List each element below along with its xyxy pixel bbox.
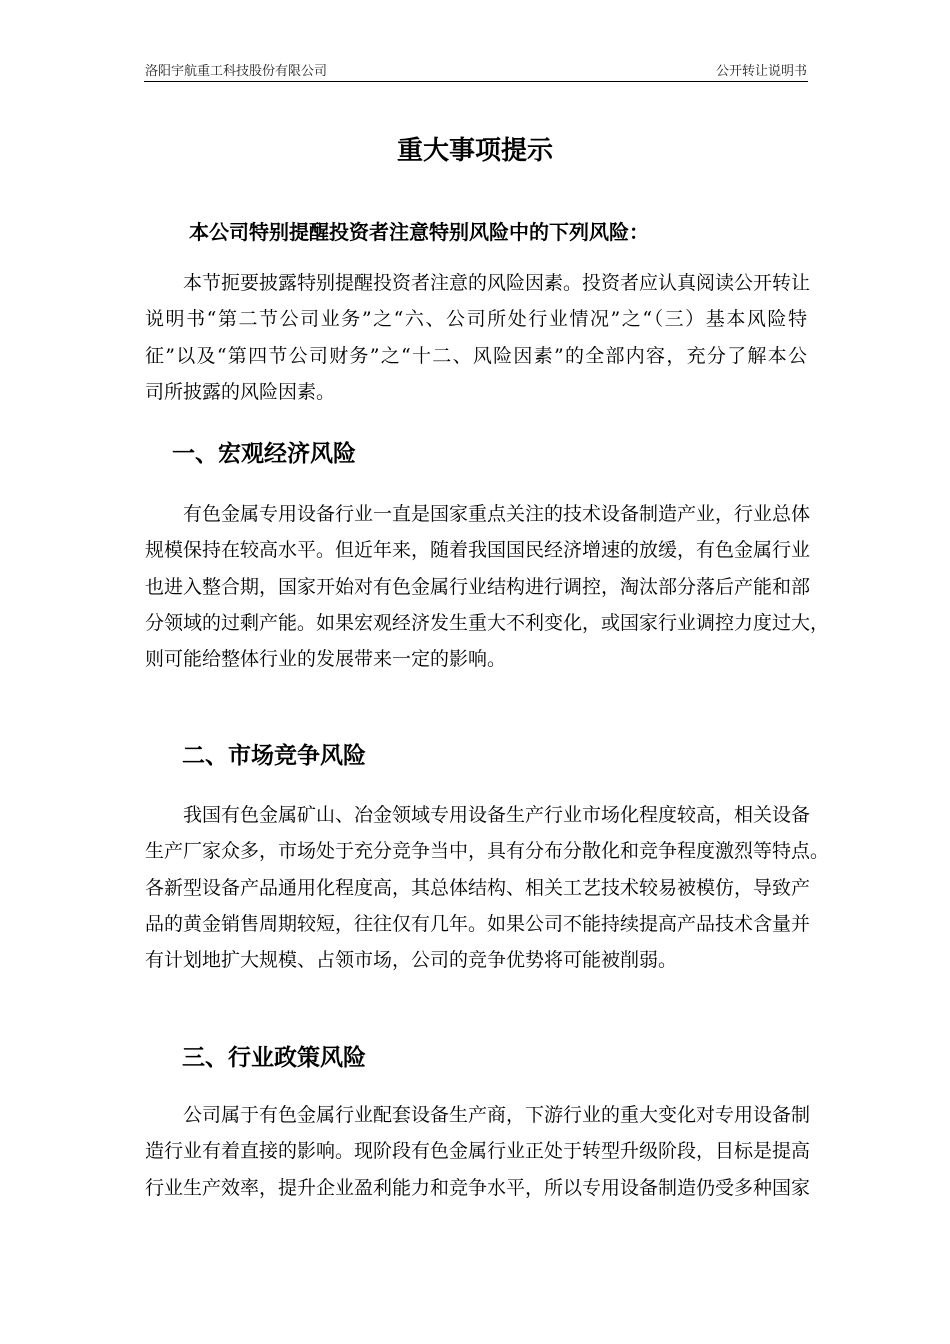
section-heading: 三、行业政策风险 [182,1044,366,1071]
section-heading: 一、宏观经济风险 [172,440,356,467]
text-line: 公司属于有色金属行业配套设备生产商，下游行业的重大变化对专用设备制 [183,1104,811,1126]
text-line: 造行业有着直接的影响。现阶段有色金属行业正处于转型升级阶段，目标是提高 [145,1140,811,1163]
section-paragraph [145,496,830,677]
text-line: 说明书“第二节公司业务”之“六、公司所处行业情况”之“（三）基本风险特 [145,308,807,331]
text-line: 司所披露的风险因素。 [145,380,336,403]
intro-paragraph [145,265,811,410]
text-line: 有色金属专用设备行业一直是国家重点关注的技术设备制造产业，行业总体 [183,503,811,525]
page-title: 重大事项提示 [396,136,553,166]
text-line: 我国有色金属矿山、冶金领域专用设备生产行业市场化程度较高，相关设备 [183,804,811,826]
subtitle: 本公司特别提醒投资者注意特别风险中的下列风险： [189,220,649,244]
section-paragraph [145,1097,811,1206]
header-doc-title: 公开转让说明书 [715,64,807,79]
text-line: 各新型设备产品通用化程度高，其总体结构、相关工艺技术较易被模仿，导致产 [145,876,811,899]
text-line: 则可能给整体行业的发展带来一定的影响。 [145,648,507,671]
text-line: 规模保持在较高水平。但近年来，随着我国国民经济增速的放缓，有色金属行业 [145,539,811,562]
text-line: 有计划地扩大规模、占领市场，公司的竞争优势将可能被削弱。 [145,949,678,972]
text-line: 征”以及“第四节公司财务”之“十二、风险因素”的全部内容，充分了解本公 [145,344,807,367]
text-line: 也进入整合期，国家开始对有色金属行业结构进行调控，淘汰部分落后产能和部 [145,575,811,598]
text-line: 行业生产效率，提升企业盈利能力和竞争水平，所以专用设备制造仍受多种国家 [145,1176,811,1199]
section-paragraph [145,797,830,978]
text-line: 分领域的过剩产能。如果宏观经济发生重大不利变化，或国家行业调控力度过大， [145,611,830,634]
text-line: 生产厂家众多，市场处于充分竞争当中，具有分布分散化和竞争程度激烈等特点。 [145,840,830,863]
header-rule [144,81,808,82]
section-heading: 二、市场竞争风险 [182,742,366,769]
text-line: 本节扼要披露特别提醒投资者注意的风险因素。投资者应认真阅读公开转让 [183,272,811,294]
text-line: 品的黄金销售周期较短，往往仅有几年。如果公司不能持续提高产品技术含量并 [145,912,811,935]
header-company: 洛阳宇航重工科技股份有限公司 [145,64,328,79]
